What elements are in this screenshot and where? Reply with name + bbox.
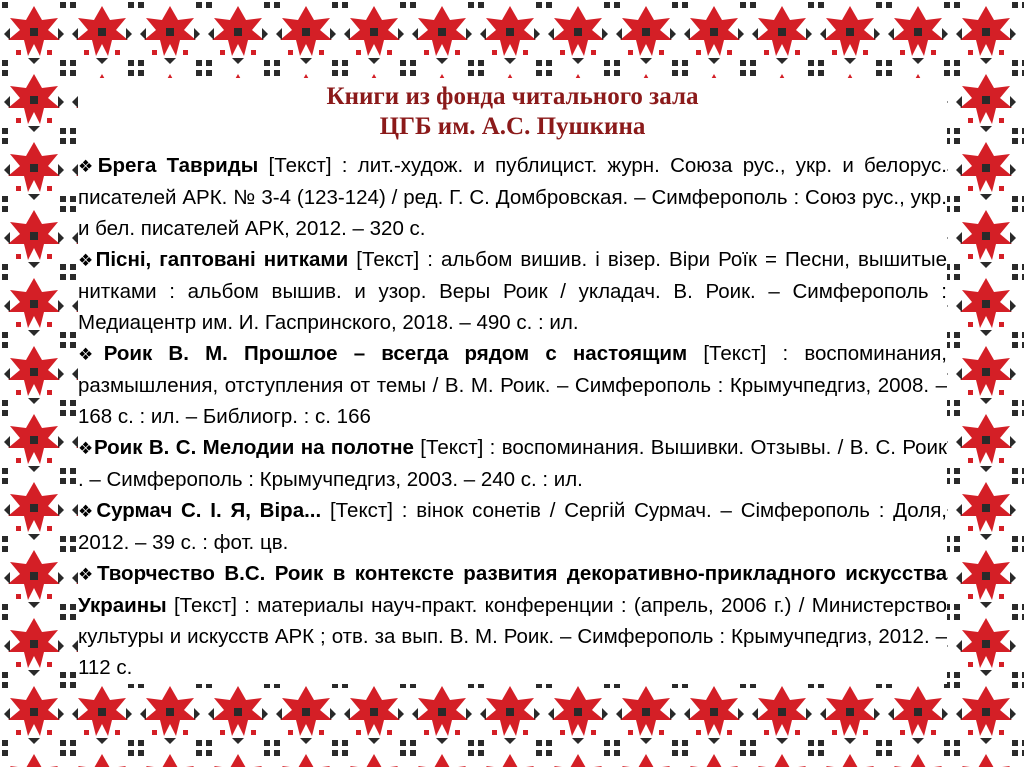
list-item <box>78 150 947 244</box>
book-title: Пісні, гаптовані нитками <box>95 248 349 271</box>
list-item <box>78 244 947 338</box>
book-description: [Текст] : воспоминания, размышления, отступления от темы / В. М. Роик. – Симферополь : Крымучпедгиз, 2008. – 168 с. : ил. – Библиогр. : с. 166 <box>78 342 947 428</box>
diamond-bullet-icon: ❖ <box>78 565 97 584</box>
list-item <box>78 338 947 432</box>
diamond-bullet-icon: ❖ <box>78 157 98 176</box>
book-title: Роик В. М. Прошлое – всегда рядом с настоящим <box>103 342 688 365</box>
book-description: [Текст] : вінок сонетів / Сергій Сурмач. – Сімферополь : Доля, 2012. – 39 с. : фот. цв. <box>78 499 947 554</box>
page-subtitle: ЦГБ им. А.С. Пушкина <box>379 113 646 140</box>
book-list <box>78 150 947 683</box>
book-title: Творчество В.С. Роик в контексте развития декоративно-прикладного искусства Украины <box>78 562 947 617</box>
book-description: [Текст] : альбом вишив. і візер. Віри Роїк = Песни, вышитые нитками : альбом вышив. и узор. Веры Роик / укладач. В. Роик. – Симферополь : Медиацентр им. И. Гаспринского, 2018. – 490 с. : ил. <box>78 248 948 334</box>
book-title: Роик В. С. Мелодии на полотне <box>93 436 414 459</box>
book-description: [Текст] : материалы науч-практ. конференции : (апрель, 2006 г.) / Министерство культуры и искусств АРК ; отв. за вып. В. М. Роик. – Симферополь : Крымучпедгиз, 2012. – 112 с. <box>78 594 947 679</box>
diamond-bullet-icon: ❖ <box>78 345 104 364</box>
diamond-bullet-icon: ❖ <box>78 251 96 270</box>
book-description: [Текст] : лит.-худож. и публицист. журн. Союза рус., укр. и белорус. писателей АРК. № 3-4 (123-124) / ред. Г. С. Домбровская. – Симферополь : Союз рус., укр. и бел. писателей АРК, 2012. – 320 с. <box>78 154 947 240</box>
list-item <box>78 495 947 558</box>
diamond-bullet-icon: ❖ <box>78 439 94 458</box>
book-title: Сурмач С. І. Я, Віра... <box>96 499 322 522</box>
diamond-bullet-icon: ❖ <box>78 502 97 521</box>
page-title: Книги из фонда читального зала <box>326 83 699 110</box>
list-item <box>78 432 947 495</box>
document-body <box>78 78 947 684</box>
book-title: Брега Тавриды <box>97 154 259 177</box>
list-item <box>78 558 947 683</box>
book-description: [Текст] : воспоминания. Вышивки. Отзывы. / В. С. Роик . – Симферополь : Крымучпедгиз, 2003. – 240 с. : ил. <box>78 436 947 491</box>
